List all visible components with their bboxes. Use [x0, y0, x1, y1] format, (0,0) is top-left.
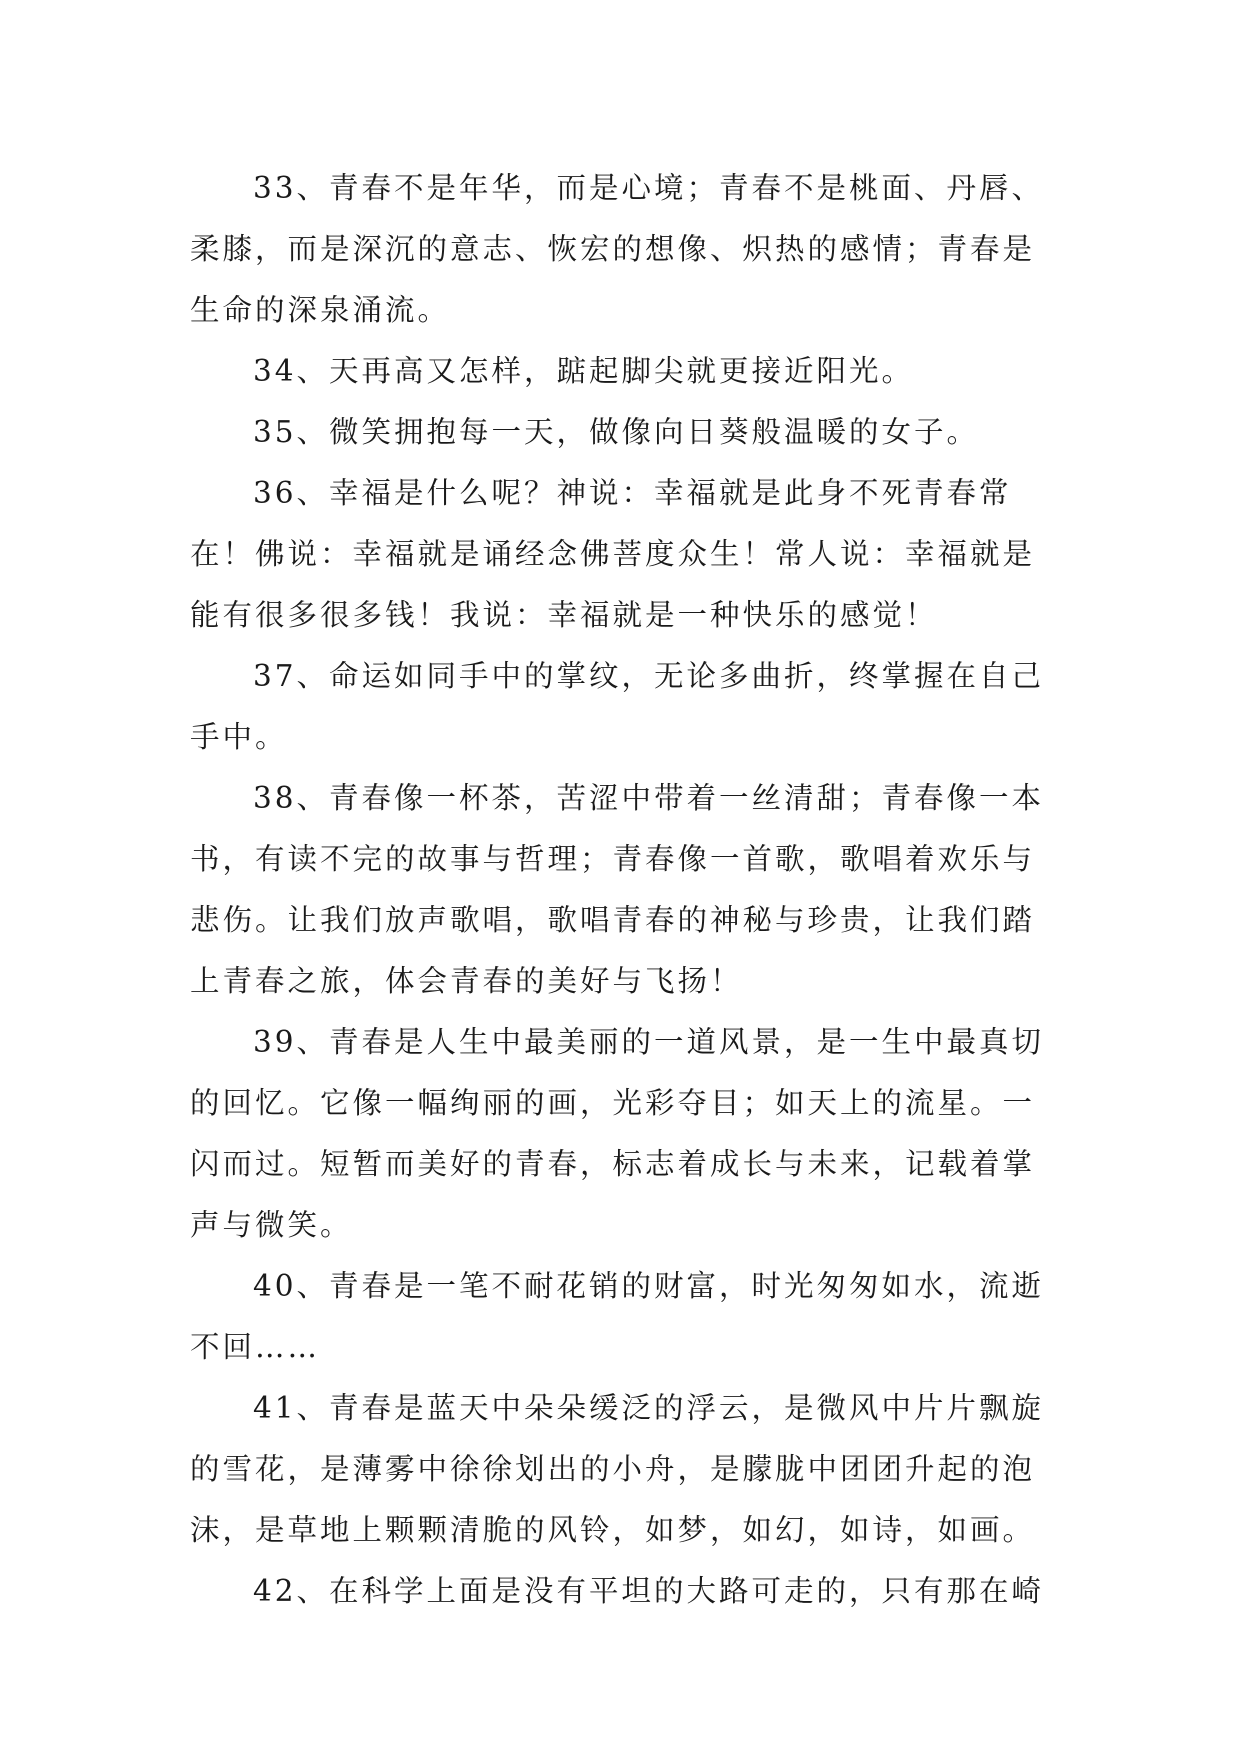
- paragraph-38: 38、青春像一杯茶，苦涩中带着一丝清甜；青春像一本书，有读不完的故事与哲理；青春像一首歌，歌唱着欢乐与悲伤。让我们放声歌唱，歌唱青春的神秘与珍贵，让我们踏上青春之旅，体会青春的美好与飞扬！: [190, 781, 1045, 998]
- paragraph-37: 37、命运如同手中的掌纹，无论多曲折，终掌握在自己手中。: [190, 659, 1045, 754]
- paragraph-40: 40、青春是一笔不耐花销的财富，时光匆匆如水，流逝不回……: [190, 1269, 1045, 1364]
- paragraph-36: 36、幸福是什么呢？神说：幸福就是此身不死青春常在！佛说：幸福就是诵经念佛菩度众生！常人说：幸福就是能有很多很多钱！我说：幸福就是一种快乐的感觉！: [190, 476, 1036, 632]
- paragraph-35: 35、微笑拥抱每一天，做像向日葵般温暖的女子。: [253, 415, 980, 449]
- paragraph-33: 33、青春不是年华，而是心境；青春不是桃面、丹唇、柔膝，而是深沉的意志、恢宏的想像、炽热的感情；青春是生命的深泉涌流。: [190, 171, 1045, 327]
- paragraph-42: 42、在科学上面是没有平坦的大路可走的，只有那在崎: [253, 1574, 1045, 1608]
- paragraph-34: 34、天再高又怎样，踮起脚尖就更接近阳光。: [253, 354, 915, 388]
- document-body: [190, 158, 1060, 1622]
- paragraph-39: 39、青春是人生中最美丽的一道风景，是一生中最真切的回忆。它像一幅绚丽的画，光彩夺目；如天上的流星。一闪而过。短暂而美好的青春，标志着成长与未来，记载着掌声与微笑。: [190, 1025, 1045, 1242]
- paragraph-41: 41、青春是蓝天中朵朵缓泛的浮云，是微风中片片飘旋的雪花，是薄雾中徐徐划出的小舟，是朦胧中团团升起的泡沫，是草地上颗颗清脆的风铃，如梦，如幻，如诗，如画。: [190, 1391, 1045, 1547]
